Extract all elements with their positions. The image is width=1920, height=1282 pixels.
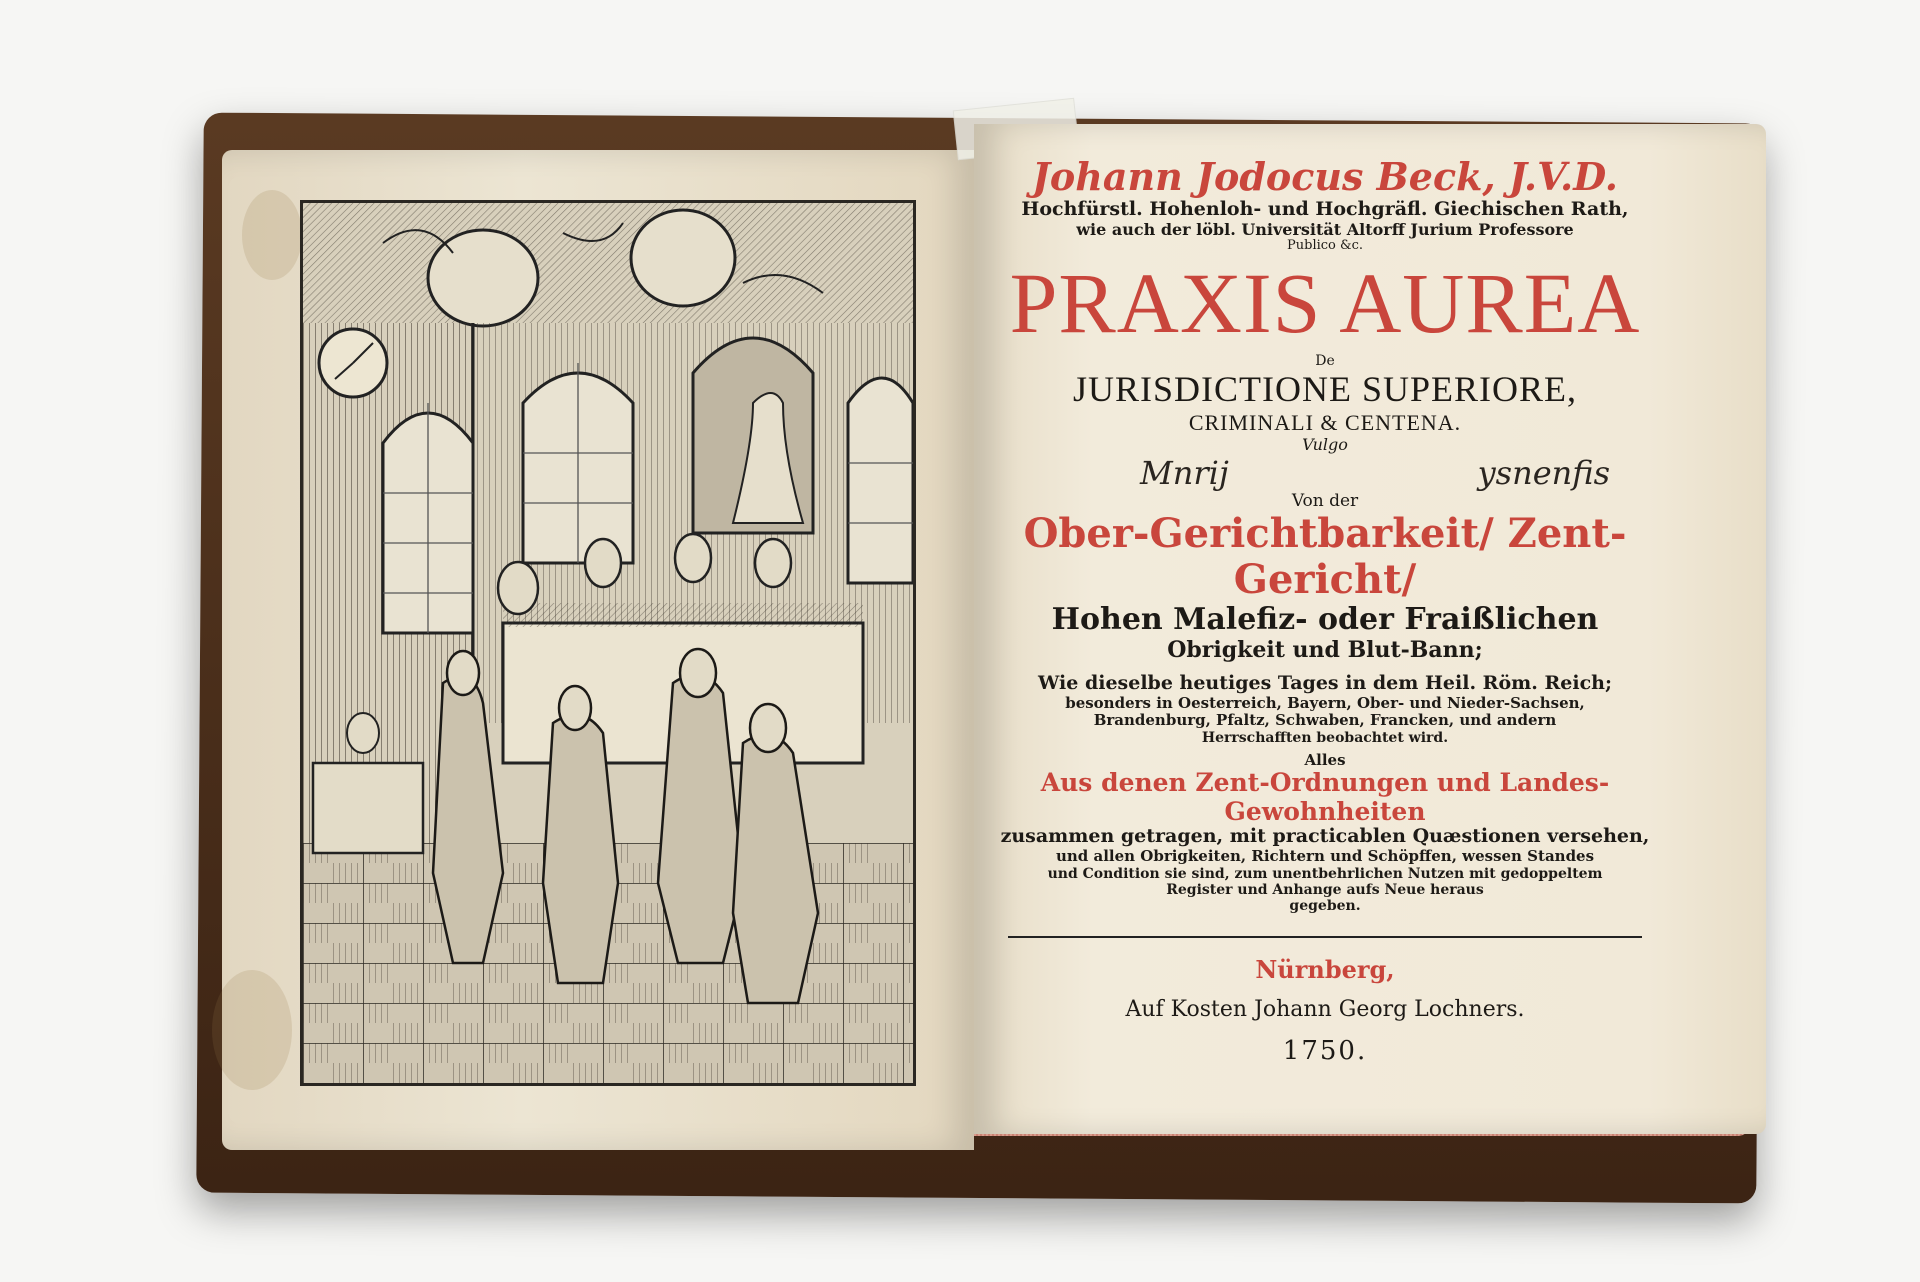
author-name: Johann Jodocus Beck, J.V.D.: [1031, 154, 1619, 199]
body-line: und Condition sie sind, zum unentbehrlichen Nutzen mit gedoppeltem: [1047, 865, 1603, 882]
heading-line: Hohen Malefiz- oder Fraißlichen: [1051, 602, 1599, 638]
description-line: Herrschafften beobachtet wird.: [1201, 729, 1449, 746]
heading-line: Obrigkeit und Blut-Bann;: [1167, 636, 1483, 663]
paper-stain: [242, 190, 302, 280]
imprint-city: Nürnberg,: [1255, 954, 1395, 984]
courtroom-illustration: [303, 203, 913, 1083]
description-line: Wie dieselbe heutiges Tages in dem Heil. Röm. Reich;: [1038, 672, 1612, 695]
subtitle-line: CRIMINALI & CENTENA.: [1188, 410, 1462, 436]
body-line: Register und Anhange aufs Neue heraus: [1166, 881, 1484, 898]
affiliation-line: wie auch der löbl. Universität Altorff Jurium Professore: [1076, 219, 1574, 239]
book-title: PRAXIS AUREA: [1009, 254, 1641, 351]
red-heading: Ober-Gerichtbarkeit/ Zent-Gericht/: [1023, 510, 1627, 604]
handwriting-right: ysnenfis: [1477, 453, 1610, 492]
description-line: Brandenburg, Pfaltz, Schwaben, Francken, und andern: [1093, 711, 1557, 730]
subtitle-line: JURISDICTIONE SUPERIORE,: [1072, 368, 1578, 409]
divider-rule: [1008, 936, 1642, 938]
body-line: und allen Obrigkeiten, Richtern und Schöpffen, wessen Standes: [1055, 847, 1595, 866]
vulgo-word: Vulgo: [1302, 434, 1348, 454]
von-der: Von der: [1291, 490, 1359, 511]
de-word: De: [1315, 352, 1335, 369]
body-line: gegeben.: [1289, 897, 1361, 914]
title-page-text: [1000, 155, 1650, 1067]
imprint-publisher: Auf Kosten Johann Georg Lochners.: [1125, 997, 1525, 1023]
imprint-year: 1750.: [1282, 1035, 1368, 1066]
paper-stain: [212, 970, 292, 1090]
handwritten-inscription: [1000, 454, 1650, 492]
frontispiece-engraving: [300, 200, 916, 1086]
red-heading-2: Aus denen Zent-Ordnungen und Landes-Gewohnheiten: [1040, 767, 1610, 826]
body-line: zusammen getragen, mit practicablen Quæstionen versehen,: [1000, 825, 1650, 848]
affiliation-line: Hochfürstl. Hohenloh- und Hochgräfl. Giechischen Rath,: [1021, 197, 1629, 220]
affiliation-line: Publico &c.: [1287, 237, 1363, 253]
description-line: besonders in Oesterreich, Bayern, Ober- und Nieder-Sachsen,: [1065, 694, 1585, 713]
alles-word: Alles: [1304, 750, 1346, 769]
handwriting-left: Mnrij: [1140, 453, 1229, 492]
